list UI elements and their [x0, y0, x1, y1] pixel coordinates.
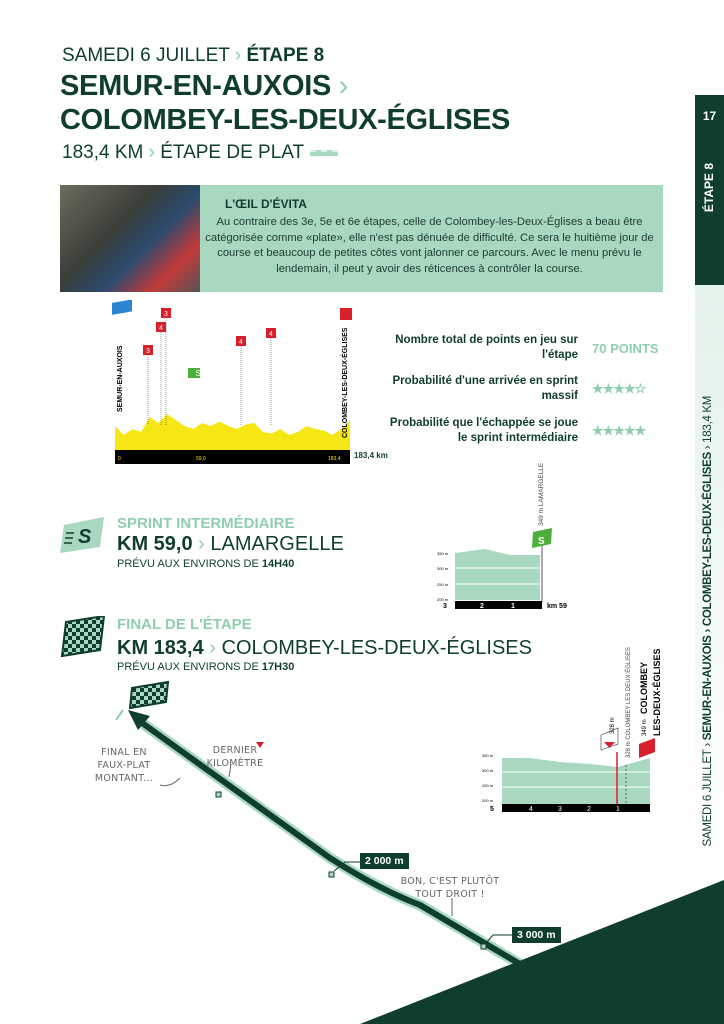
x-tick: 1	[511, 603, 515, 610]
evita-text: Au contraire des 3e, 5e et 6e étapes, celle de Colombey-les-Deux-Églises a beau être catégorisée comme «plate», elle n'est pas dénuée de difficulté. Ce sera le huitième jour de course et beaucoup de petites côtes vont jalonner ce parcours. Avec le menu prévu le lendemain, il peut y avoir des réticences à contrôler la course.	[205, 216, 654, 275]
evita-box	[60, 185, 663, 292]
stat-label: Probabilité d'une arrivée en sprint massif	[392, 375, 578, 402]
flamme-label: 328 m COLOMBEY LES DEUX ÉGLISES	[626, 647, 632, 758]
km-bar	[115, 450, 350, 464]
separator: ›	[209, 637, 216, 659]
start-city-line	[60, 70, 348, 103]
stat-points	[388, 333, 662, 363]
climb-category-label: 4	[159, 325, 163, 332]
climb-category-label: 3	[164, 311, 168, 318]
sprint-time	[117, 558, 294, 570]
finish-flag-icon	[60, 616, 105, 658]
y-tick: 200 m	[437, 597, 449, 602]
time: 17H30	[261, 661, 295, 673]
sprint-location	[117, 533, 344, 556]
distance: 183,4 KM	[62, 142, 144, 163]
star-rating: ★★★★☆	[592, 381, 646, 396]
rider-photo	[60, 185, 200, 292]
peak-label: 349 m LAMARGELLE	[538, 462, 545, 526]
side-title: SAMEDI 6 JUILLET › SEMUR-EN-AUXOIS › COLOMBEY-LES-DEUX-ÉGLISES › 183,4 KM	[702, 395, 714, 846]
side-date: SAMEDI 6 JUILLET	[702, 749, 714, 846]
stat-value: 70 POINTS	[592, 340, 659, 356]
note-faux-plat: FINAL EN FAUX-PLAT MONTANT...	[94, 747, 154, 784]
finish-flag-icon	[130, 682, 168, 708]
final-time	[117, 661, 294, 673]
arrow-icon	[160, 778, 180, 786]
marker-3000m: 3 000 m	[512, 927, 561, 943]
start-flag-icon	[112, 300, 132, 315]
svg-text:S: S	[78, 526, 92, 548]
finish-name: LES-DEUX-ÉGLISES	[652, 648, 662, 736]
flat-stage-icon	[310, 150, 338, 156]
y-tick: 200 m	[482, 798, 494, 803]
km-mark: 183,4	[328, 456, 341, 462]
stat-label: Probabilité que l'échappée se joue le sprint intermédiaire	[389, 417, 578, 444]
sprint-mini-profile	[420, 460, 600, 615]
climb-category-label: 4	[239, 339, 243, 346]
finish-flag-icon	[340, 308, 352, 320]
finish-route-map	[0, 680, 724, 1024]
stage-type: ÉTAPE DE PLAT	[160, 142, 305, 163]
side-stage: ÉTAPE 8	[702, 163, 716, 213]
x-tick: 5	[490, 806, 494, 813]
x-tick: km 59	[547, 603, 567, 610]
finish-city: COLOMBEY-LES-DEUX-ÉGLISES	[60, 104, 511, 136]
sprint-icon-label: S	[538, 536, 545, 547]
side-route: SEMUR-EN-AUXOIS › COLOMBEY-LES-DEUX-ÉGLISES	[702, 451, 714, 740]
distance-line	[62, 142, 338, 164]
profile-area	[115, 414, 350, 450]
separator: ›	[148, 142, 155, 163]
sprint-title: SPRINT INTERMÉDIAIRE	[117, 515, 295, 532]
km-mark: 0	[118, 456, 121, 462]
stat-breakaway-prob	[388, 416, 662, 446]
final-title: FINAL DE L'ÉTAPE	[117, 616, 252, 633]
profile-finish-label: COLOMBEY-LES-DEUX-ÉGLISES	[342, 327, 349, 438]
climb-category-label: 4	[269, 331, 273, 338]
note-tout-droit: BON, C'EST PLUTÔT TOUT DROIT !	[400, 876, 500, 900]
note-dernier-km: DERNIER KILOMÈTRE	[206, 745, 264, 769]
y-tick: 250 m	[437, 582, 449, 587]
x-tick: 2	[587, 806, 591, 813]
marker-2000m: 2 000 m	[360, 853, 409, 869]
star-rating: ★★★★★	[592, 423, 646, 438]
km-mark: 59,0	[196, 456, 206, 462]
flamme-alt: 328 m	[610, 717, 616, 734]
side-strip	[695, 285, 724, 860]
y-tick: 250 m	[482, 783, 494, 788]
climb-category-label: 3	[146, 348, 150, 355]
start-city: SEMUR-EN-AUXOIS	[60, 70, 332, 102]
sprint-icon	[60, 515, 105, 555]
profile-total: 183,4 km	[354, 451, 388, 460]
y-tick: 300 m	[482, 768, 494, 773]
side-distance: › 183,4 KM	[702, 395, 714, 449]
x-tick: 1	[616, 806, 620, 813]
page-number: 17	[702, 109, 717, 123]
finish-name: COLOMBEY	[639, 661, 649, 714]
final-km: KM 183,4	[117, 637, 204, 659]
separator: ›	[234, 45, 242, 66]
date: SAMEDI 6 JUILLET	[62, 45, 230, 66]
stage-profile	[100, 300, 400, 475]
separator: ›	[338, 70, 349, 102]
x-tick: 2	[480, 603, 484, 610]
stage-number: ÉTAPE 8	[246, 45, 325, 66]
y-tick: 350 m	[482, 753, 494, 758]
profile-start-label: SEMUR-EN-AUXOIS	[117, 345, 124, 412]
x-tick: 3	[443, 603, 447, 610]
y-tick: 300 m	[437, 566, 449, 571]
side-tab	[695, 95, 724, 285]
stat-sprint-prob	[388, 374, 662, 404]
stage-date-line	[62, 45, 324, 67]
prevu-label: PRÉVU AUX ENVIRONS DE	[117, 661, 259, 673]
stat-label: Nombre total de points en jeu sur l'étape	[395, 334, 578, 361]
evita-title: L'ŒIL D'ÉVITA	[225, 197, 307, 211]
y-tick: 350 m	[437, 551, 449, 556]
sprint-marker-label: S	[195, 369, 201, 378]
final-place: COLOMBEY-LES-DEUX-ÉGLISES	[221, 637, 532, 659]
x-tick: 3	[558, 806, 562, 813]
separator: ›	[198, 533, 205, 555]
sprint-place: LAMARGELLE	[210, 533, 344, 555]
finish-alt: 349 m	[642, 719, 648, 736]
prevu-label: PRÉVU AUX ENVIRONS DE	[117, 558, 259, 570]
time: 14H40	[261, 558, 295, 570]
sprint-km: KM 59,0	[117, 533, 193, 555]
x-tick: 4	[529, 806, 533, 813]
